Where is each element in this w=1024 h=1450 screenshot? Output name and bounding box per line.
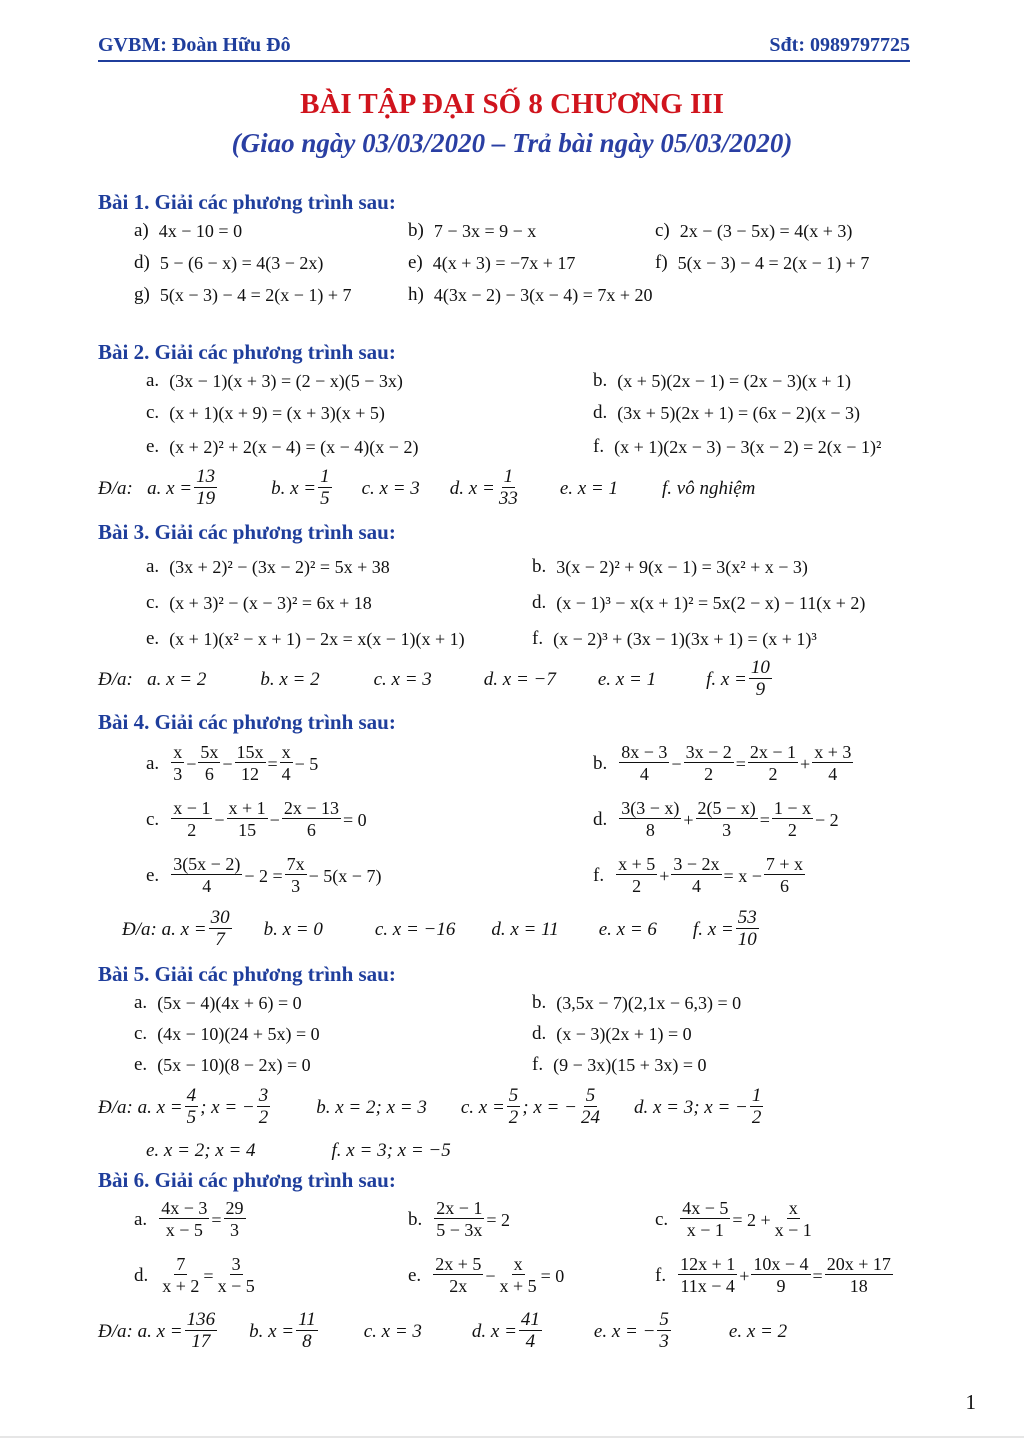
equation: f. (9 − 3x)(15 + 3x) = 0 (532, 1054, 707, 1075)
equation: d. (3x + 5)(2x + 1) = (6x − 2)(x − 3) (593, 402, 860, 423)
equation: e. (5x − 10)(8 − 2x) = 0 (134, 1054, 311, 1075)
equation: h) 4(3x − 2) − 3(x − 4) = 7x + 20 (408, 284, 653, 305)
section-2-heading: Bài 2. Giải các phương trình sau: (98, 340, 396, 364)
page-number: 1 (965, 1390, 976, 1414)
equation: d. (x − 1)³ − x(x + 1)² = 5x(2 − x) − 11(x + 2) (532, 592, 866, 613)
equation: f. (x + 1)(2x − 3) − 3(x − 2) = 2(x − 1)² (593, 436, 882, 457)
equation: e) 4(x + 3) = −7x + 17 (408, 252, 576, 273)
equation: f) 5(x − 3) − 4 = 2(x − 1) + 7 (655, 252, 870, 273)
equation: a. $\frac{x}{3}$ − $\frac{5x}{6}$ − $\frac{15x}{12}$ = $\frac{x}{4}$ − 5 (146, 742, 319, 784)
equation: e. $\frac{3(5x - 2)}{4}$ − 2 = $\frac{7x}{3}$ − 5(x − 7) (146, 854, 382, 896)
answer-line: Đ/a: a. x = $\frac{136}{17}$ b. x = $\frac{11}{8}$ c. x = 3 d. x = $\frac{41}{4}$ e. x = − $\frac{5}{3}$ e. x = 2 (98, 1309, 788, 1352)
equation: c. $\frac{x - 1}{2}$ − $\frac{x + 1}{15}$ − $\frac{2x - 13}{6}$ = 0 (146, 798, 367, 840)
answer-line: Đ/a: a. x = 2 b. x = 2 c. x = 3 d. x = −7 e. x = 1 f. x = $\frac{10}{9}$ (98, 657, 770, 700)
equation: a. (5x − 4)(4x + 6) = 0 (134, 992, 302, 1013)
page-bottom-divider (0, 1436, 1024, 1438)
teacher-name: GVBM: Đoàn Hữu Đô (98, 34, 291, 56)
equation: d. (x − 3)(2x + 1) = 0 (532, 1023, 692, 1044)
answer-line: Đ/a: a. x = $\frac{30}{7}$ b. x = 0 c. x = −16 d. x = 11 e. x = 6 f. x = $\frac{53}{10}$ (122, 907, 757, 950)
equation: a) 4x − 10 = 0 (134, 220, 243, 241)
equation: e. (x + 1)(x² − x + 1) − 2x = x(x − 1)(x + 1) (146, 628, 465, 649)
equation: e. (x + 2)² + 2(x − 4) = (x − 4)(x − 2) (146, 436, 419, 457)
equation: d. $\frac{3(3 - x)}{8}$ + $\frac{2(5 - x)}{3}$ = $\frac{1 - x}{2}$ − 2 (593, 798, 839, 840)
answer-line: e. x = 2; x = 4 f. x = 3; x = −5 (146, 1140, 451, 1161)
document-title: BÀI TẬP ĐẠI SỐ 8 CHƯƠNG III (300, 88, 724, 120)
equation: b. (3,5x − 7)(2,1x − 6,3) = 0 (532, 992, 742, 1013)
equation: b. 3(x − 2)² + 9(x − 1) = 3(x² + x − 3) (532, 556, 808, 577)
equation: f. $\frac{12x + 1}{11x - 4}$ + $\frac{10x - 4}{9}$ = $\frac{20x + 17}{18}$ (655, 1254, 891, 1296)
section-4-heading: Bài 4. Giải các phương trình sau: (98, 710, 396, 734)
equation: a. (3x + 2)² − (3x − 2)² = 5x + 38 (146, 556, 390, 577)
equation: d. $\frac{7}{x + 2}$ = $\frac{3}{x - 5}$ (134, 1254, 255, 1296)
equation: b) 7 − 3x = 9 − x (408, 220, 537, 241)
answer-line: Đ/a: a. x = $\frac{13}{19}$ b. x = $\frac{1}{5}$ c. x = 3 d. x = $\frac{1}{33}$ e. x = 1 f. vô nghiệm (98, 466, 756, 509)
equation: g) 5(x − 3) − 4 = 2(x − 1) + 7 (134, 284, 352, 305)
equation: c. (x + 3)² − (x − 3)² = 6x + 18 (146, 592, 372, 613)
document-subtitle: (Giao ngày 03/03/2020 – Trả bài ngày 05/03/2020) (231, 128, 793, 158)
equation: c. $\frac{4x - 5}{x - 1}$ = 2 + $\frac{x}{x - 1}$ (655, 1198, 812, 1240)
answer-line: Đ/a: a. x = $\frac{4}{5}$ ; x = − $\frac{3}{2}$ b. x = 2; x = 3 c. x = $\frac{5}{2}$ ; x = − $\frac{5}{24}$ d. x = 3; x = − $\frac{1}{2}$ (98, 1085, 762, 1128)
equation: b. $\frac{2x - 1}{5 - 3x}$ = 2 (408, 1198, 511, 1240)
equation: f. (x − 2)³ + (3x − 1)(3x + 1) = (x + 1)³ (532, 628, 817, 649)
equation: f. $\frac{x + 5}{2}$ + $\frac{3 - 2x}{4}$ = x − $\frac{7 + x}{6}$ (593, 854, 804, 896)
section-3-heading: Bài 3. Giải các phương trình sau: (98, 520, 396, 544)
equation: c) 2x − (3 − 5x) = 4(x + 3) (655, 220, 853, 241)
page-header (98, 34, 910, 62)
equation: a. (3x − 1)(x + 3) = (2 − x)(5 − 3x) (146, 370, 403, 391)
section-5-heading: Bài 5. Giải các phương trình sau: (98, 962, 396, 986)
section-6-heading: Bài 6. Giải các phương trình sau: (98, 1168, 396, 1192)
equation: d) 5 − (6 − x) = 4(3 − 2x) (134, 252, 324, 273)
phone-number: Sđt: 0989797725 (769, 34, 910, 56)
equation: b. (x + 5)(2x − 1) = (2x − 3)(x + 1) (593, 370, 851, 391)
equation: a. $\frac{4x - 3}{x - 5}$ = $\frac{29}{3}$ (134, 1198, 244, 1240)
equation: b. $\frac{8x - 3}{4}$ − $\frac{3x - 2}{2}$ = $\frac{2x - 1}{2}$ + $\frac{x + 3}{4}$ (593, 742, 852, 784)
section-1-heading: Bài 1. Giải các phương trình sau: (98, 190, 396, 214)
equation: c. (x + 1)(x + 9) = (x + 3)(x + 5) (146, 402, 385, 423)
equation: e. $\frac{2x + 5}{2x}$ − $\frac{x}{x + 5}$ = 0 (408, 1254, 565, 1296)
equation: c. (4x − 10)(24 + 5x) = 0 (134, 1023, 320, 1044)
